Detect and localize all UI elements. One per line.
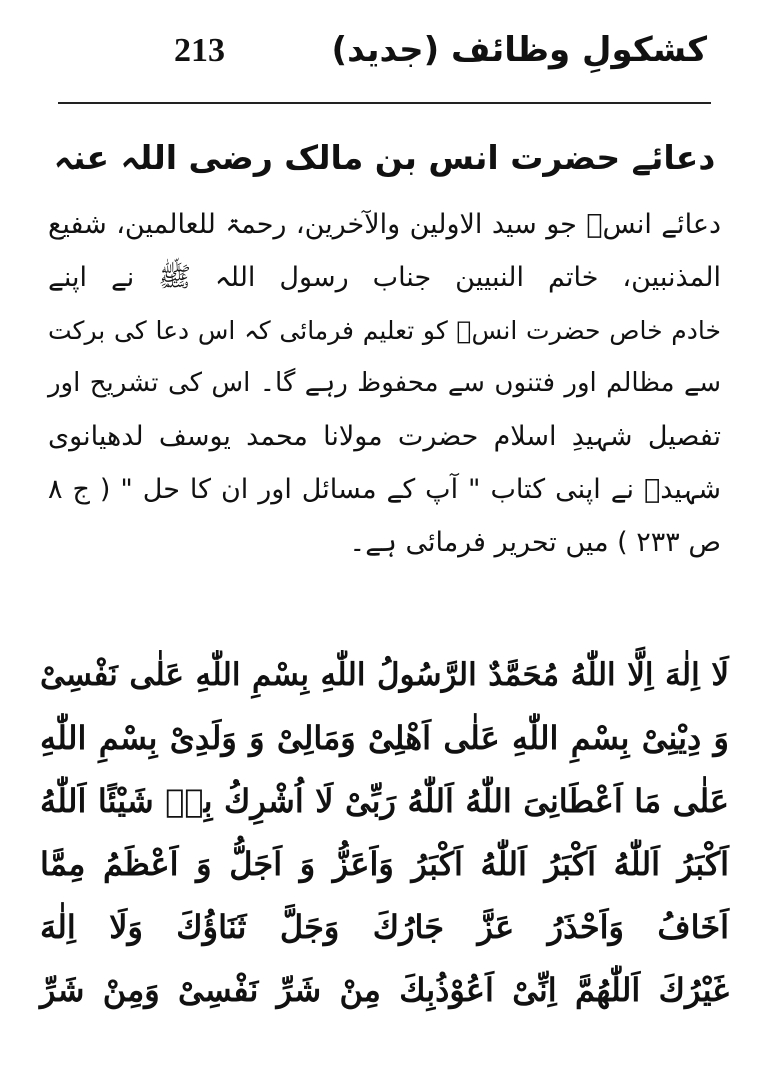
intro-line: دعائے انسؓ جو سید الاولین والآخرین، رحمۃ للعالمین، شفیع [48, 209, 721, 240]
dua-line: اَكْبَرُ اَللّٰهُ اَكْبَرُ اَللّٰهُ اَكْبَرُ وَاَعَزُّ وَ اَجَلُّ وَ اَعْظَمُ مِمَّا [40, 845, 729, 883]
dua-line: وَ دِيْنِىْ بِسْمِ اللّٰهِ عَلٰى اَهْلِىْ وَمَالِىْ وَ وَلَدِىْ بِسْمِ اللّٰهِ [40, 719, 729, 757]
dua-line: عَلٰى مَا اَعْطَانِىَ اللّٰهُ اَللّٰهُ رَبِّىْ لَا اُشْرِكُ بِهٖ شَيْئًا اَللّٰهُ [40, 782, 730, 820]
dua-line: لَا اِلٰهَ اِلَّا اللّٰهُ مُحَمَّدٌ الرَّسُولُ اللّٰهِ بِسْمِ اللّٰهِ عَلٰى نَفْسِىْ [40, 657, 729, 693]
intro-line: تفصیل شہیدِ اسلام حضرت مولانا محمد یوسف لدھیانوی [48, 421, 721, 452]
dua-text [40, 644, 729, 1022]
intro-line: ص ۲۳۳ ) میں تحریر فرمائی ہے۔ [349, 527, 721, 558]
dua-line: اَخَافُ وَاَحْذَرُ عَزَّ جَارُكَ وَجَلَّ ثَنَاؤُكَ وَلَا اِلٰهَ [40, 908, 729, 946]
book-title: کشکولِ وظائف (جدید) [331, 30, 707, 70]
page-number: 213 [174, 32, 225, 69]
intro-line: خادم خاص حضرت انسؓ کو تعلیم فرمائی کہ اس دعا کی برکت [48, 316, 721, 345]
dua-line: غَيْرُكَ اَللّٰهُمَّ اِنِّىْ اَعُوْذُبِكَ مِنْ شَرِّ نَفْسِىْ وَمِنْ شَرِّ [40, 971, 729, 1009]
intro-line: سے مظالم اور فتنوں سے محفوظ رہے گا۔ اس کی تشریح اور [48, 368, 721, 398]
intro-line: شہیدؒ نے اپنی کتاب " آپ کے مسائل اور ان کا حل " ( ج ۸ [48, 474, 721, 505]
intro-line: المذنبین، خاتم النبیین جناب رسول اللہ ﷺ نے اپنے [48, 262, 721, 293]
section-heading: دعائے حضرت انس بن مالک رضی اللہ عنہ [53, 138, 716, 177]
header-divider [58, 102, 711, 104]
intro-paragraph [48, 198, 721, 569]
